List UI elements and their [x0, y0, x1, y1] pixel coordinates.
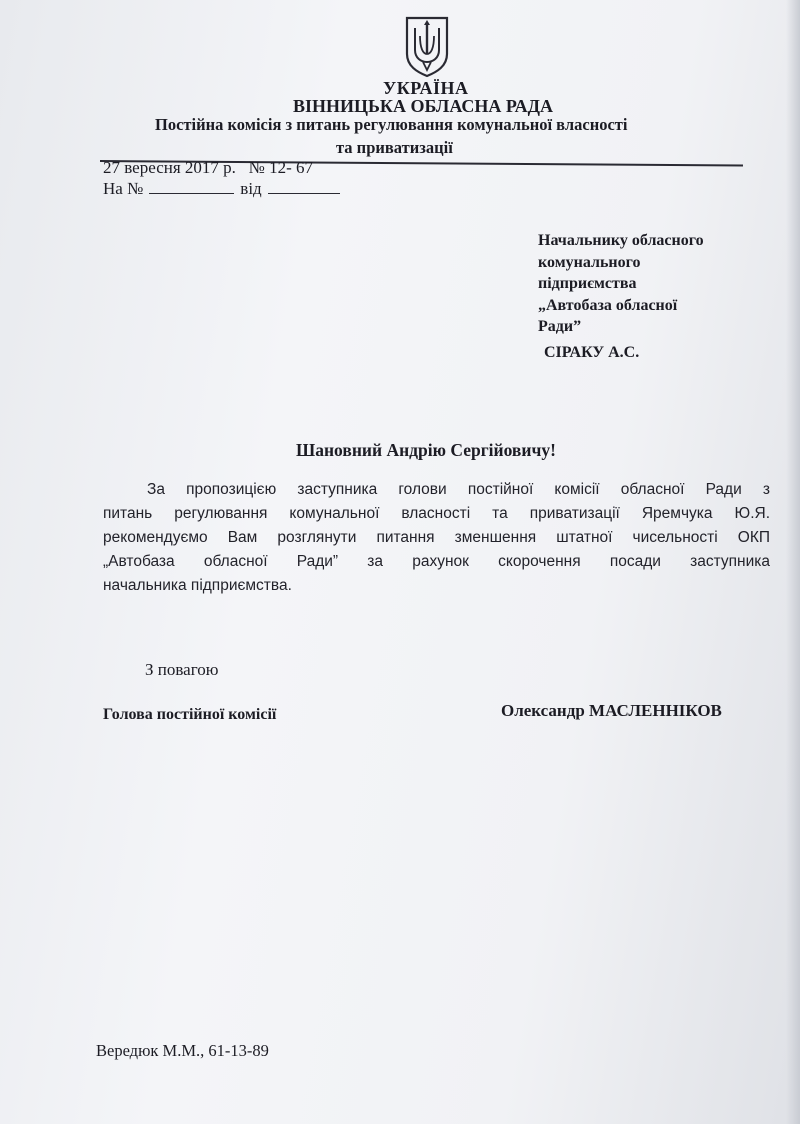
addressee-block [538, 230, 704, 363]
header-country: УКРАЇНА [383, 78, 469, 98]
addressee-line: Ради” [538, 318, 582, 335]
letter-number: № 12- 67 [248, 158, 314, 177]
addressee-line: підприємства [538, 275, 637, 292]
body-line: питань регулювання комунальної власності та приватизації Яремчука Ю.Я. [103, 505, 770, 522]
ref-from-label: від [240, 179, 262, 198]
body-line: рекомендуємо Вам розглянути питання зменшення штатної чисельності ОКП [103, 529, 770, 546]
ref-prefix: На № [103, 179, 144, 198]
body-line: „Автобаза обласної Ради” за рахунок скорочення посади заступника [103, 553, 770, 570]
closing-regards: З повагою [145, 660, 219, 679]
trident-coat-of-arms-icon [403, 14, 451, 78]
addressee-name: СІРАКУ А.С. [544, 343, 640, 361]
letter-body [103, 478, 770, 598]
body-line: За пропозицією заступника голови постійної комісії обласної Ради з [147, 481, 770, 498]
header-commission-line1: Постійна комісія з питань регулювання комунальної власності [155, 115, 628, 134]
header-commission-line2: та приватизації [336, 138, 453, 157]
signatory-title: Голова постійної комісії [103, 706, 277, 723]
ref-date-blank [268, 179, 340, 194]
salutation: Шановний Андрію Сергійовичу! [296, 440, 556, 460]
outgoing-date-number [103, 158, 313, 178]
body-line: начальника підприємства. [103, 577, 292, 594]
ref-number-blank [149, 179, 234, 194]
signatory-name: Олександр МАСЛЕННІКОВ [501, 701, 722, 720]
addressee-line: Начальнику обласного [538, 232, 704, 249]
incoming-reference [103, 179, 340, 199]
executor-contact: Вередюк М.М., 61-13-89 [96, 1041, 269, 1060]
addressee-line: комунального [538, 253, 641, 271]
addressee-line: „Автобаза обласної [538, 296, 678, 314]
letter-date: 27 вересня 2017 р. [103, 158, 236, 177]
header-council: ВІННИЦЬКА ОБЛАСНА РАДА [293, 96, 554, 116]
page-edge-shadow [786, 0, 800, 1124]
